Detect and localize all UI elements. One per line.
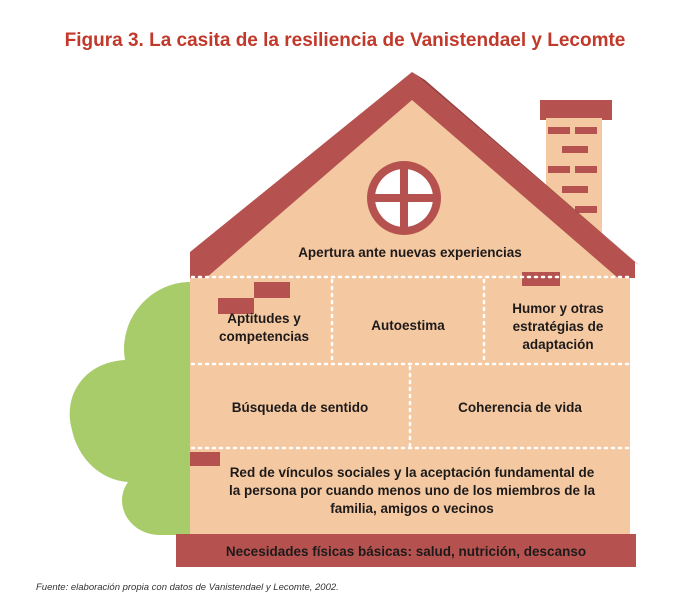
wall-brick <box>190 452 220 466</box>
upper-floor-cell-2: Autoestima <box>371 318 445 333</box>
wall-brick <box>254 282 290 298</box>
base-label: Necesidades físicas básicas: salud, nutrición, descanso <box>225 543 587 559</box>
round-window <box>367 161 441 235</box>
lower-floor-label: Red de vínculos sociales y la aceptación fundamental de la persona por cuando menos uno de los miembros de la familia, amigos o vecinos <box>228 465 596 516</box>
wall-brick <box>522 272 560 286</box>
figure-title: Figura 3. La casita de la resiliencia de Vanistendael y Lecomte <box>64 30 626 51</box>
middle-floor-cell-2: Coherencia de vida <box>458 400 582 415</box>
bush <box>70 282 190 535</box>
upper-floor-cell-3: Humor y otras estratégias de adaptación <box>512 301 604 352</box>
upper-floor-cell-1: Aptitudes y competencias <box>218 311 310 344</box>
source-note: Fuente: elaboración propia con datos de Vanistendael y Lecomte, 2002. <box>36 582 339 593</box>
middle-floor-cell-1: Búsqueda de sentido <box>231 400 369 415</box>
roof-label: Apertura ante nuevas experiencias <box>298 245 522 260</box>
